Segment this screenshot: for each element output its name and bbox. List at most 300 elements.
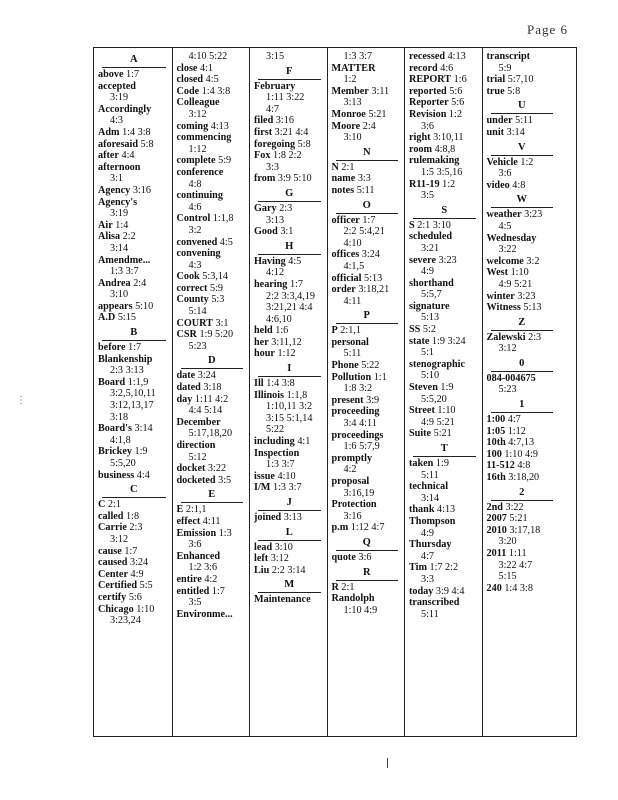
index-term: Member bbox=[331, 85, 369, 97]
index-term: P bbox=[331, 325, 338, 337]
index-term: Air bbox=[98, 219, 113, 231]
index-page-refs: 5:6 bbox=[449, 85, 463, 97]
index-term: 2007 bbox=[486, 513, 507, 525]
index-entry bbox=[98, 139, 170, 151]
index-term: Center bbox=[98, 568, 128, 580]
index-term: Monroe bbox=[331, 108, 366, 120]
index-term: reported bbox=[409, 85, 447, 97]
index-term: Suite bbox=[409, 428, 432, 440]
index-entry bbox=[409, 179, 480, 202]
index-page-refs-continued: 3:12 bbox=[110, 533, 129, 545]
index-entry bbox=[332, 430, 403, 453]
index-term: lead bbox=[254, 541, 273, 553]
index-term: R bbox=[331, 581, 339, 593]
index-entry bbox=[332, 453, 403, 476]
index-entry bbox=[332, 185, 403, 197]
index-page-refs: 4:6 bbox=[440, 62, 454, 74]
index-section-heading: Q bbox=[336, 536, 399, 551]
index-page-refs-continued: 3:1 bbox=[110, 173, 124, 185]
index-entry bbox=[98, 511, 170, 523]
index-page-refs-continued: 2:3 3:13 bbox=[110, 365, 144, 377]
index-term: correct bbox=[176, 282, 208, 294]
index-page-refs: 4:5 bbox=[219, 236, 233, 248]
word-index-table bbox=[93, 47, 577, 737]
index-page-refs: 1:6 bbox=[453, 74, 467, 86]
index-page-refs: 3:12 bbox=[270, 553, 289, 565]
index-page-refs-continued: 3:18 bbox=[110, 411, 129, 423]
index-entry bbox=[332, 109, 403, 121]
index-section-heading: M bbox=[258, 578, 321, 593]
index-page-refs-continued: 3:10 bbox=[110, 289, 129, 301]
index-entry bbox=[254, 127, 325, 139]
index-page-refs: 4:9 bbox=[130, 568, 144, 580]
index-page-refs-continued: 5:17,18,20 bbox=[188, 428, 233, 440]
index-term: Protection bbox=[331, 499, 377, 511]
index-page-refs: 5:8 bbox=[297, 138, 311, 150]
index-page-refs-continued: 3:16,19 bbox=[343, 487, 375, 499]
index-entry bbox=[254, 542, 325, 554]
index-term: direction bbox=[176, 440, 216, 451]
index-entry bbox=[98, 522, 170, 545]
index-term: Street bbox=[409, 405, 435, 417]
index-term: Good bbox=[254, 226, 278, 238]
index-column-6 bbox=[482, 48, 560, 736]
index-page-refs: 1:9 5:20 bbox=[199, 329, 234, 341]
index-entry bbox=[332, 406, 403, 429]
index-page-refs: 3:23 bbox=[524, 209, 543, 221]
index-term: Brickey bbox=[98, 446, 132, 458]
index-entry bbox=[409, 144, 480, 156]
index-term: conference bbox=[176, 166, 224, 178]
index-page-refs: 5:11 bbox=[515, 115, 533, 127]
index-page-refs: 5:10 bbox=[135, 300, 154, 312]
index-page-refs: 4:13 bbox=[437, 504, 456, 516]
index-entry bbox=[332, 273, 403, 285]
index-term: I/M bbox=[254, 482, 271, 494]
index-term: welcome bbox=[486, 255, 524, 267]
index-page-refs: 5:6 bbox=[128, 591, 142, 603]
index-term: Blankenship bbox=[98, 353, 153, 365]
index-page-refs: 3:24 bbox=[361, 249, 380, 261]
index-entry bbox=[98, 592, 170, 604]
index-page-refs-continued: 1:5 3:5,16 bbox=[421, 166, 463, 178]
index-entry bbox=[332, 325, 403, 337]
index-section-heading: O bbox=[336, 199, 399, 214]
index-term: winter bbox=[486, 290, 515, 302]
index-page-refs: 1:4 3:8 bbox=[504, 582, 533, 594]
index-page-refs: 3:9 4:4 bbox=[435, 585, 465, 597]
index-entry bbox=[98, 342, 170, 354]
index-page-refs-continued: 3:23,24 bbox=[110, 615, 141, 627]
index-section-heading: 0 bbox=[491, 357, 554, 372]
index-term: Accordingly bbox=[98, 103, 152, 115]
index-term: Board's bbox=[98, 423, 132, 435]
index-page-refs-continued: 1:2 3:6 bbox=[188, 562, 218, 574]
index-section-heading: V bbox=[491, 141, 554, 156]
index-page-refs: 3:22 bbox=[207, 463, 227, 475]
index-page-refs: 2:1 bbox=[107, 499, 121, 511]
index-page-refs-continued: 3:22 4:7 bbox=[498, 559, 533, 571]
index-term: Cook bbox=[176, 271, 200, 283]
index-entry bbox=[254, 594, 325, 606]
index-page-refs-continued: 3:20 bbox=[498, 536, 517, 548]
index-page-refs: 5:3,14 bbox=[202, 271, 229, 283]
index-entry bbox=[177, 382, 248, 394]
index-entry bbox=[409, 132, 480, 144]
index-page-refs-continued: 1:2 bbox=[343, 74, 357, 86]
index-page-refs: 5:22 bbox=[361, 360, 380, 372]
index-term: COURT bbox=[176, 317, 213, 329]
index-entry bbox=[409, 63, 480, 75]
index-page-refs: 1:2 bbox=[448, 108, 462, 120]
index-page-refs: 1:6 bbox=[275, 325, 289, 337]
index-term: Inspection bbox=[254, 447, 300, 459]
index-entry bbox=[487, 180, 558, 192]
index-page-refs-continued: 3:21,21 4:4 bbox=[266, 302, 313, 314]
index-page-refs: 3:11 bbox=[371, 85, 390, 97]
index-entry bbox=[332, 593, 403, 616]
index-term: left bbox=[254, 553, 269, 565]
index-entry bbox=[98, 301, 170, 313]
index-entry bbox=[487, 571, 558, 583]
index-page-refs-continued: 3:13 bbox=[343, 97, 362, 109]
index-page-refs: 2:3 bbox=[528, 331, 542, 343]
index-entry bbox=[254, 337, 325, 349]
index-page-refs-continued: 4:1,8 bbox=[110, 434, 131, 446]
index-page-refs-continued: 3:5 bbox=[421, 190, 435, 202]
index-entry bbox=[254, 150, 325, 173]
index-entry bbox=[177, 329, 248, 352]
index-entry bbox=[409, 562, 480, 585]
index-page-refs: 1:9 bbox=[440, 382, 454, 394]
index-term: coming bbox=[176, 120, 209, 132]
index-term: Thursday bbox=[409, 539, 452, 551]
index-entry bbox=[487, 209, 558, 232]
index-entry bbox=[177, 440, 248, 463]
index-term: Liu bbox=[254, 564, 270, 576]
index-page-refs-continued: 5:13 bbox=[421, 312, 440, 324]
index-section-heading: S bbox=[413, 204, 476, 219]
index-page-refs: 4:4 bbox=[136, 469, 150, 481]
index-page-refs: 1:9 3:24 bbox=[431, 335, 466, 347]
index-page-refs: 1:10 bbox=[136, 603, 155, 615]
index-entry bbox=[177, 504, 248, 516]
index-page-refs-continued: 3:12 bbox=[188, 108, 207, 120]
index-page-refs: 1:7 bbox=[128, 342, 142, 354]
index-term: shorthand bbox=[409, 277, 454, 289]
index-page-refs: 3:10,11 bbox=[433, 132, 464, 144]
index-term: Randolph bbox=[331, 593, 375, 605]
index-term: convened bbox=[176, 236, 218, 248]
index-term: state bbox=[409, 335, 430, 347]
index-entry bbox=[254, 226, 325, 238]
index-page-refs: 3:10 bbox=[274, 541, 293, 553]
index-page-refs-continued: 3:4 4:11 bbox=[343, 418, 377, 430]
index-page-refs-continued: 3:2 bbox=[188, 224, 202, 236]
index-term: first bbox=[254, 126, 273, 138]
index-entry bbox=[332, 476, 403, 499]
index-page-refs: 1:9 bbox=[134, 446, 148, 458]
index-page-refs: 4:1 bbox=[199, 62, 214, 74]
index-term: dated bbox=[176, 382, 201, 394]
index-entry bbox=[409, 51, 480, 63]
index-page-refs-continued: 4:2 bbox=[343, 464, 357, 476]
index-entry bbox=[98, 569, 170, 581]
index-page-refs: 4:13 bbox=[210, 120, 229, 132]
index-term: including bbox=[254, 436, 295, 448]
index-term: County bbox=[176, 294, 209, 306]
index-section-heading: A bbox=[102, 53, 166, 68]
index-term: Gary bbox=[254, 202, 277, 214]
index-term: accepted bbox=[98, 80, 136, 92]
index-entry bbox=[332, 121, 403, 144]
index-term: stenographic bbox=[409, 358, 466, 370]
index-page-refs: 1:4 3:8 bbox=[122, 126, 151, 138]
index-entry bbox=[254, 471, 325, 483]
index-entry bbox=[98, 185, 170, 197]
index-entry bbox=[254, 173, 325, 185]
index-page-refs: 3:18,21 bbox=[358, 284, 390, 296]
index-section-heading: R bbox=[336, 566, 399, 581]
index-term: scheduled bbox=[409, 231, 453, 243]
index-page-refs-continued: 4:7 bbox=[421, 550, 435, 562]
index-page-refs-continued: 1:6 5:7,9 bbox=[343, 441, 380, 453]
index-section-heading: F bbox=[258, 65, 321, 80]
index-page-refs: 3:21 4:4 bbox=[274, 126, 309, 138]
index-term: issue bbox=[254, 470, 275, 482]
index-term: Control bbox=[176, 213, 211, 225]
index-entry bbox=[487, 460, 558, 472]
index-page-refs-continued: 4:8 bbox=[188, 178, 202, 190]
page-number: Page 6 bbox=[526, 22, 568, 37]
index-section-heading: E bbox=[181, 488, 244, 503]
index-entry bbox=[409, 155, 480, 178]
index-page-refs: 3:24 bbox=[197, 370, 216, 382]
index-term: Having bbox=[254, 255, 286, 267]
index-section-heading: B bbox=[102, 326, 166, 341]
index-entry bbox=[98, 81, 170, 104]
index-page-refs: 1:9 bbox=[435, 458, 449, 469]
index-term: Zalewski bbox=[486, 331, 526, 343]
index-term: complete bbox=[176, 155, 216, 167]
index-page-refs-continued: 4:11 bbox=[343, 295, 362, 307]
index-page-refs: 1:4 bbox=[115, 219, 129, 231]
index-entry bbox=[409, 481, 480, 504]
index-page-refs-continued: 3:6 bbox=[188, 539, 202, 551]
index-page-refs: 3:23 bbox=[438, 254, 457, 266]
index-page-refs: 3:2 bbox=[526, 255, 540, 267]
index-entry bbox=[487, 127, 558, 139]
bottom-tick-mark bbox=[387, 758, 388, 768]
index-page-refs: 3:1 bbox=[280, 226, 294, 238]
index-page-refs-continued: 3:14 bbox=[110, 242, 129, 254]
index-entry bbox=[98, 499, 170, 511]
index-page-refs-continued: 4:5 bbox=[498, 220, 512, 232]
index-term: record bbox=[409, 62, 438, 74]
index-entry bbox=[177, 51, 248, 63]
index-entry bbox=[332, 337, 403, 360]
index-page-refs-continued: 5:11 bbox=[421, 469, 439, 481]
index-page-refs: 1:11 4:2 bbox=[194, 393, 229, 405]
index-entry bbox=[98, 278, 170, 301]
index-entry bbox=[409, 220, 480, 232]
index-page-refs-continued: 5:5,7 bbox=[421, 289, 442, 301]
index-entry bbox=[98, 546, 170, 558]
index-entry bbox=[98, 604, 170, 627]
index-page-refs: 3:14 bbox=[506, 126, 525, 138]
index-section-heading: N bbox=[336, 146, 399, 161]
index-page-refs-continued: 4:12 bbox=[266, 267, 285, 279]
index-entry bbox=[177, 74, 248, 86]
index-page-refs: 4:13 bbox=[447, 51, 466, 62]
index-term: E bbox=[176, 504, 184, 516]
index-term: Revision bbox=[409, 108, 447, 120]
index-entry bbox=[177, 155, 248, 167]
index-entry bbox=[98, 197, 170, 220]
index-term: from bbox=[254, 173, 276, 185]
index-page-refs: 1:8 bbox=[126, 510, 140, 522]
index-entry bbox=[409, 586, 480, 598]
index-entry bbox=[254, 203, 325, 226]
index-entry bbox=[254, 436, 325, 448]
index-page-refs-continued: 4:6,10 bbox=[266, 313, 292, 325]
index-entry bbox=[487, 548, 558, 571]
index-page-refs-continued: 4:9 bbox=[421, 266, 435, 278]
index-entry bbox=[177, 394, 248, 417]
index-entry bbox=[487, 332, 558, 355]
index-term: Chicago bbox=[98, 603, 134, 615]
index-term: Andrea bbox=[98, 277, 131, 289]
index-term: business bbox=[98, 469, 135, 481]
index-term: Reporter bbox=[409, 97, 449, 109]
index-page-refs: 1:2 bbox=[442, 178, 456, 190]
index-term: February bbox=[254, 80, 296, 92]
index-term: recessed bbox=[409, 51, 446, 62]
index-page-refs-continued: 1:3 3:7 bbox=[110, 266, 139, 278]
index-page-refs-continued: 3:21 bbox=[421, 242, 440, 254]
index-term: effect bbox=[176, 515, 201, 527]
index-entry bbox=[177, 574, 248, 586]
index-term: offices bbox=[331, 249, 360, 261]
index-page-refs: 4:1 bbox=[297, 436, 311, 448]
index-page-refs-continued: 5:5,20 bbox=[421, 393, 447, 405]
index-page-refs-continued: 3:19 bbox=[110, 92, 129, 104]
index-section-heading: J bbox=[258, 496, 321, 511]
index-term: technical bbox=[409, 481, 449, 493]
index-term: right bbox=[409, 132, 431, 144]
index-entry bbox=[409, 458, 480, 481]
margin-mark: ⋮ bbox=[16, 395, 26, 406]
index-page-refs: 5:6 bbox=[451, 97, 465, 109]
index-term: 084-004675 bbox=[486, 372, 536, 384]
index-term: docket bbox=[176, 463, 206, 475]
index-page-refs-continued: 3:6 bbox=[421, 120, 435, 132]
index-entry bbox=[487, 74, 558, 86]
index-entry bbox=[254, 139, 325, 151]
index-term: 2011 bbox=[486, 548, 507, 559]
index-entry bbox=[409, 359, 480, 382]
index-entry bbox=[409, 86, 480, 98]
index-page-refs-continued: 5:1 bbox=[421, 347, 435, 359]
index-term: entitled bbox=[176, 585, 210, 597]
index-page-refs: 4:8 bbox=[512, 179, 526, 191]
index-entry bbox=[332, 249, 403, 272]
index-page-refs: 4:10 bbox=[277, 470, 296, 482]
index-term: before bbox=[98, 342, 126, 354]
index-entry bbox=[177, 132, 248, 155]
index-column-5 bbox=[404, 48, 482, 736]
index-page-refs: 3:23 bbox=[517, 290, 536, 302]
index-page-refs-continued: 3:5 bbox=[188, 597, 202, 609]
index-entry bbox=[487, 449, 558, 461]
index-section-heading: L bbox=[258, 526, 321, 541]
index-page-refs: 2:4 bbox=[133, 277, 147, 289]
index-section-heading: 1 bbox=[491, 398, 554, 413]
index-page-refs: 2:3 bbox=[129, 522, 143, 534]
index-page-refs: 1:7 bbox=[362, 214, 376, 226]
index-entry bbox=[98, 470, 170, 482]
index-term: Code bbox=[176, 85, 200, 97]
index-entry bbox=[98, 400, 170, 412]
index-page-refs-continued: 5:23 bbox=[188, 340, 207, 352]
index-page-refs-continued: 5:12 bbox=[188, 451, 207, 463]
index-page-refs: 2:1 bbox=[341, 581, 355, 593]
index-term: Emission bbox=[176, 527, 217, 539]
index-entry bbox=[487, 86, 558, 98]
index-term: Thompson bbox=[409, 515, 456, 527]
index-page-refs: 1:7 bbox=[289, 278, 303, 290]
index-term: 10th bbox=[486, 437, 506, 449]
index-column-3 bbox=[249, 48, 327, 736]
index-term: afternoon bbox=[98, 161, 141, 173]
index-page-refs: 5:21 bbox=[368, 108, 387, 120]
index-page-refs-continued: 3:3 bbox=[421, 573, 435, 585]
index-entry bbox=[98, 412, 170, 424]
index-page-refs: 2:2 bbox=[122, 231, 136, 243]
index-entry bbox=[409, 278, 480, 301]
index-entry bbox=[409, 324, 480, 336]
index-section-heading: U bbox=[491, 99, 554, 114]
index-term: proposal bbox=[331, 476, 370, 487]
index-page-refs-continued: 3:6 bbox=[498, 168, 512, 180]
index-page-refs: 1:8 2:2 bbox=[272, 150, 302, 162]
index-term: Tim bbox=[409, 562, 427, 574]
index-entry bbox=[487, 513, 558, 525]
index-page-refs: 1:7 bbox=[124, 545, 138, 557]
index-entry bbox=[254, 448, 325, 471]
index-entry bbox=[254, 553, 325, 565]
index-page-refs-continued: 3:22 bbox=[498, 244, 517, 256]
index-entry bbox=[177, 528, 248, 551]
index-entry bbox=[409, 74, 480, 86]
index-page-refs-continued: 4:9 bbox=[421, 527, 435, 539]
index-term: Amendme... bbox=[98, 254, 151, 266]
index-page-refs: 3:5 bbox=[218, 474, 232, 486]
index-term: signature bbox=[409, 300, 450, 312]
index-page-refs: 1:7 bbox=[211, 585, 225, 597]
index-term: joined bbox=[254, 512, 282, 523]
index-term: thank bbox=[409, 504, 435, 516]
index-entry bbox=[332, 284, 403, 307]
index-page-refs: 1:7 bbox=[126, 69, 140, 80]
index-page-refs-continued: 3:12 bbox=[498, 343, 517, 355]
index-entry bbox=[98, 231, 170, 254]
index-entry bbox=[487, 115, 558, 127]
index-page-refs: 3:3 bbox=[357, 173, 371, 185]
index-entry bbox=[177, 318, 248, 330]
index-term: held bbox=[254, 325, 273, 337]
index-page-refs: 3:18,20 bbox=[508, 472, 540, 484]
